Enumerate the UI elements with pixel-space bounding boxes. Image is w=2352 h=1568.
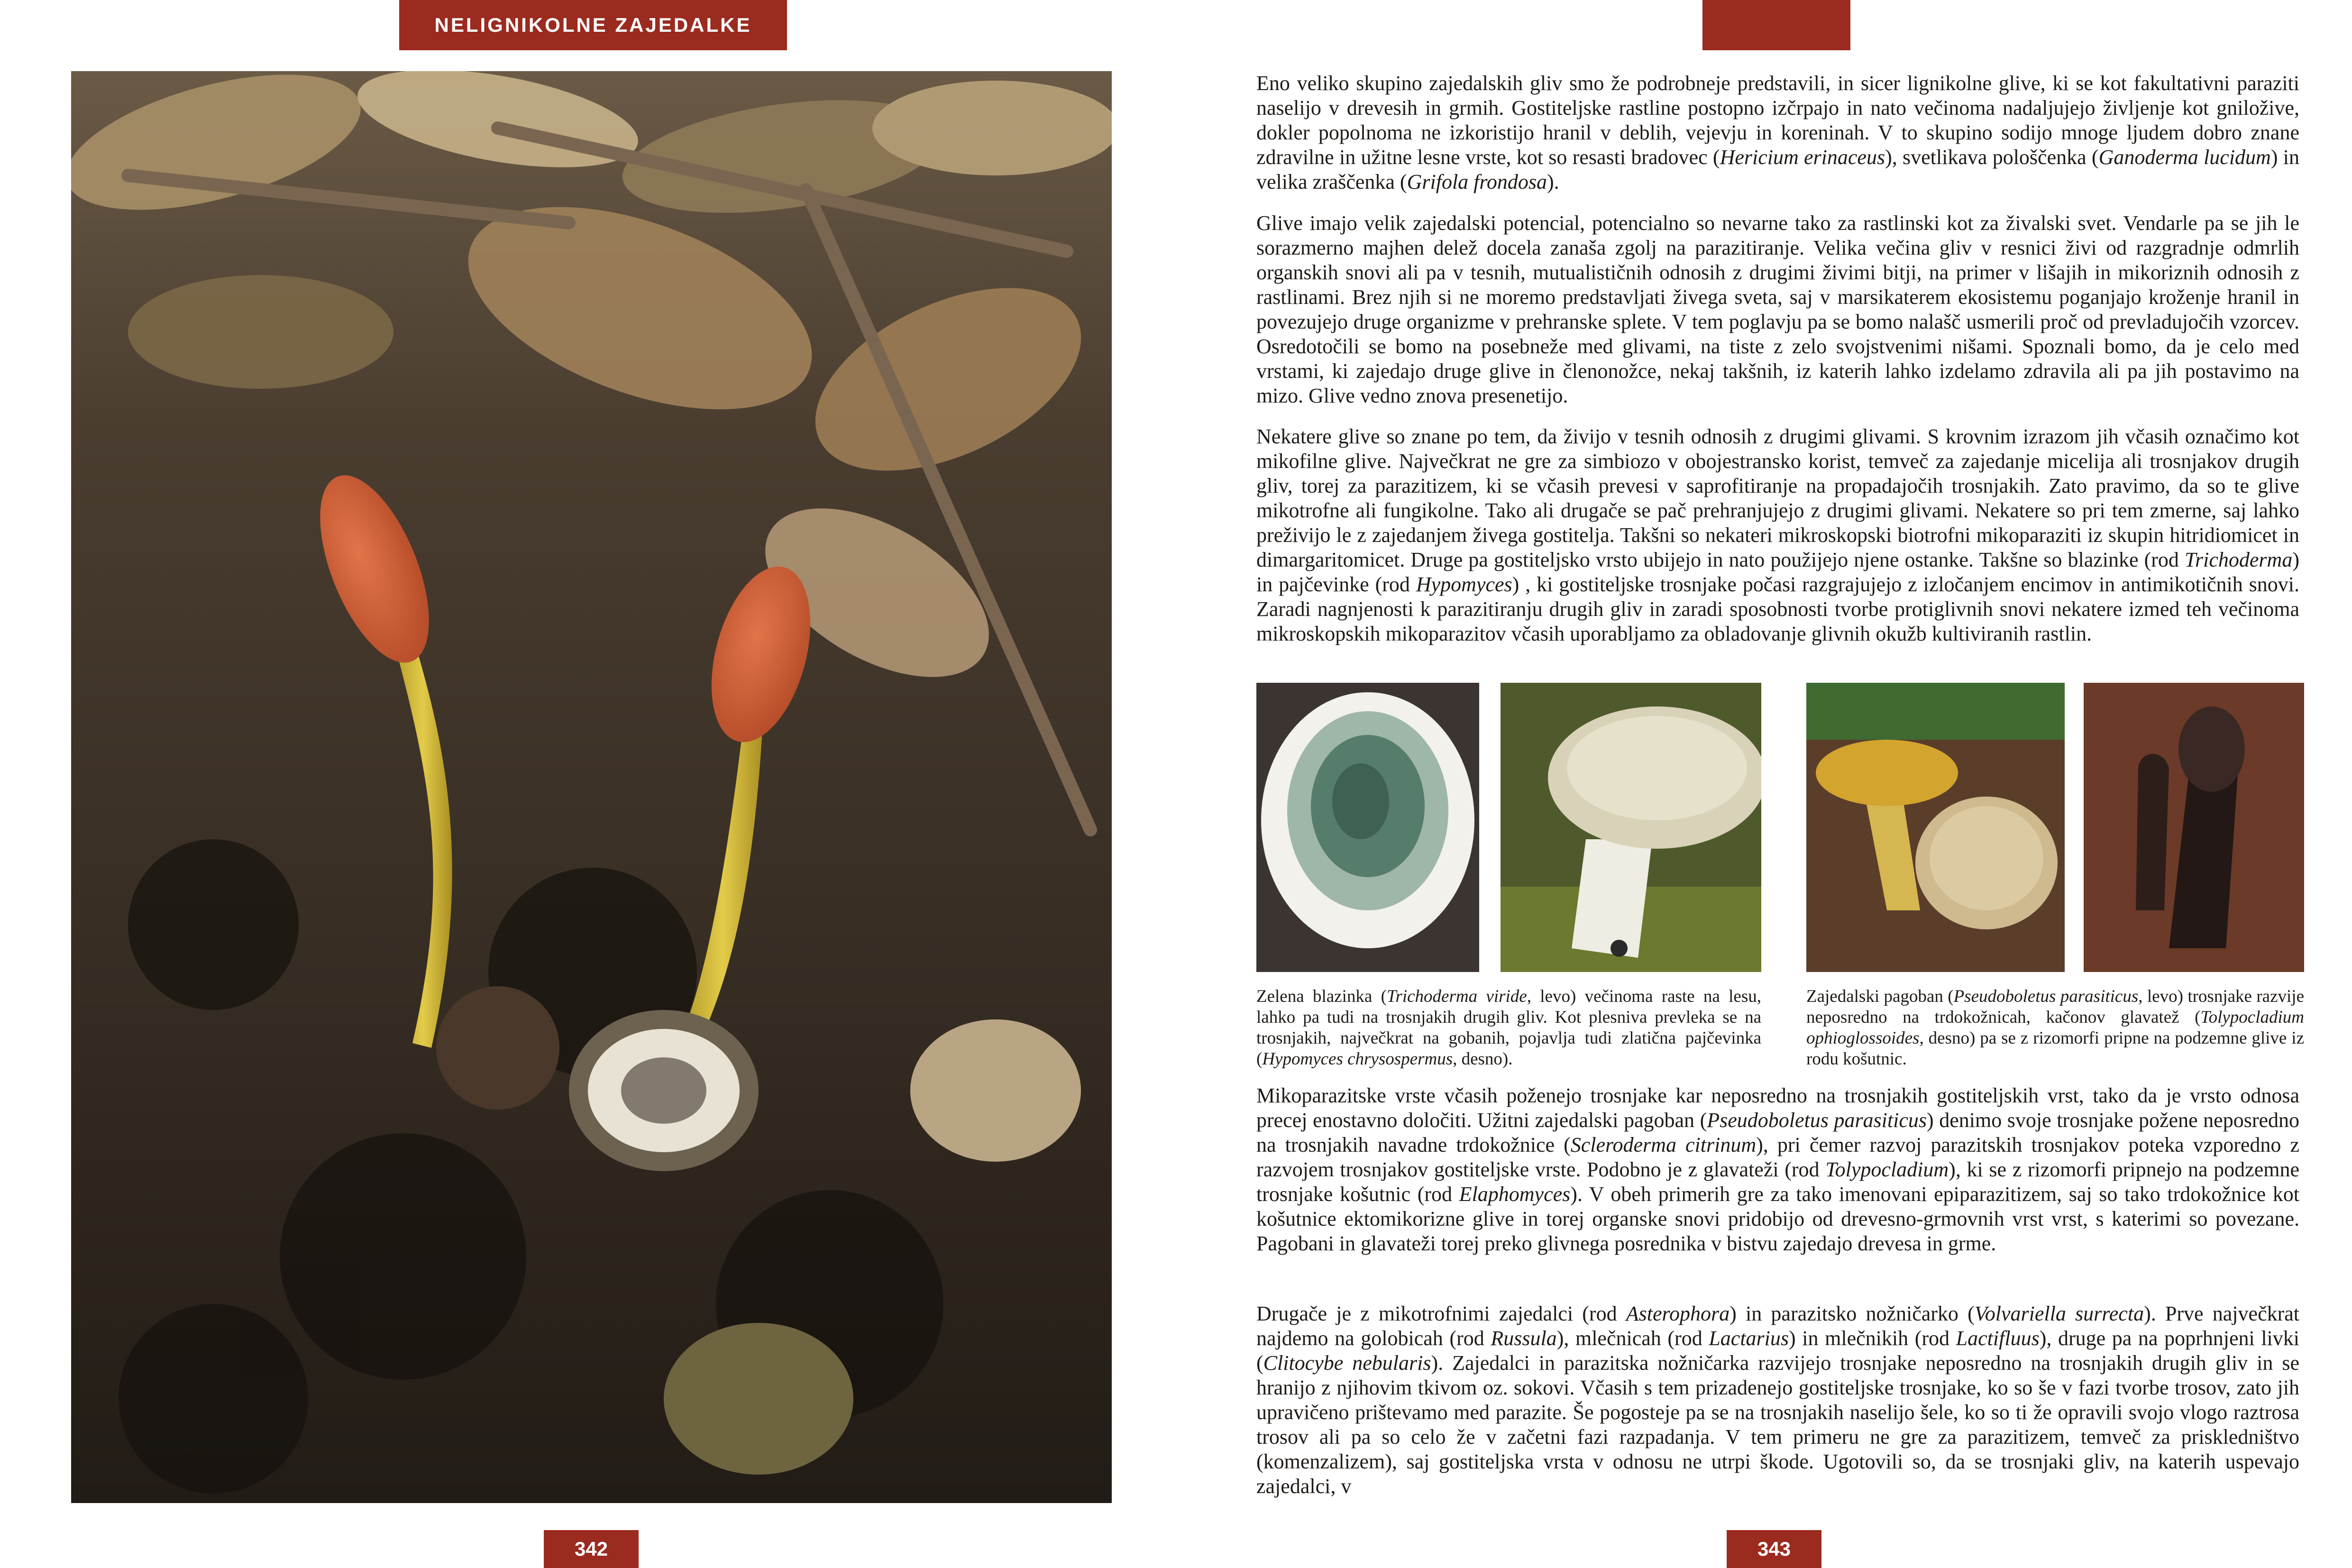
parasitic-bolete-photo (1806, 683, 2065, 972)
bolete-mushroom-photo (1501, 683, 1761, 972)
paragraph-1: Eno veliko skupino zajedalskih gliv smo že podrobneje predstavili, in sicer lignikolne glive, ki se kot fakultativni paraziti naselijo v drevesih in grmih. Gostiteljske rastline postopno izčrpajo in nato večinoma nadaljujejo življenje kot gniložive, dokler popolnoma ne izkoristijo hranil v deblih, vejevju in koreninah. V to skupino sodijo mnoge ljudem dobro znane zdravilne in užitne lesne vrste, kot so resasti bradovec (Hericium erinaceus), svetlikava pološčenka (Ganoderma lucidum) in velika zraščenka (Grifola frondosa). (1256, 72, 2299, 193)
green-mold-photo (1256, 683, 1479, 972)
page-number-right: 343 (1727, 1530, 1821, 1568)
paragraph-4: Mikoparazitske vrste včasih poženejo trosnjake kar neposredno na trosnjakih gostiteljskih vrst, tako da je vrsto odnosa precej enostavno določiti. Užitni zajedalski pagoban (Pseudoboletus parasiticus) denimo svoje trosnjake požene neposredno na trosnjakih navadne trdokožnice (Scleroderma citrinum), pri čemer razvoj parazitskih trosnjakov poteka vzporedno z razvojem trosnjakov gostiteljske vrste. Podobno je z glavateži (rod Tolypocladium), ki se z rizomorfi pripnejo na podzemne trosnjake košutnic (rod Elaphomyces). V obeh primerih gre za tako imenovani epiparazitizem, saj so tako trdokožnice kot košutnice ektomikorizne glive in torej organske snovi pridobijo od drevesno-grmovnih vrst vrst, s katerimi so povezane. Pagobani in glavateži torej preko glivnega posrednika v bistvu zajedajo drevesa in grme. (1256, 1084, 2300, 1255)
caption-right: Zajedalski pagoban (Pseudoboletus parasiticus, levo) trosnjake razvije neposredno na trdokožnicah, kačonov glavatež (Tolypocladium ophioglossoides, desno) pa se z rizomorfi pripne na podzemne glive iz rodu košutnic. (1806, 987, 2304, 1069)
caption-left: Zelena blazinka (Trichoderma viride, levo) večinoma raste na lesu, lahko pa tudi na trosnjakih drugih gliv. Kot plesniva prevleka se na trosnjakih, največkrat na gobanih, pojavlja tudi zlatična pajčevinka (Hypomyces chrysospermus, desno). (1256, 987, 1761, 1069)
page-number-left: 342 (544, 1530, 639, 1568)
paragraph-2: Glive imajo velik zajedalski potencial, potencialno so nevarne tako za rastlinski kot za živalski svet. Vendarle pa se jih le sorazmerno majhen delež docela zanaša zgolj na parazitiranje. Velika večina gliv v resnici živi od razgradnje odmrlih organskih snovi ali pa v tesnih, mutualističnih odnosih z drugimi živimi bitji, na primer v lišajih in mikoriznih odnosih z rastlinami. Brez njih si ne moremo predstavljati živega sveta, saj v marsikaterem ekosistemu poganjajo kroženje hranil in povezujejo druge organizme v prehranske splete. V tem poglavju pa se bomo nalašč usmerili proč od prevladujočih vzorcev. Osredotočili se bomo na posebneže med glivami, na tiste z zelo svojstvenimi nišami. Spoznali bomo, da je celo med vrstami, ki zajedajo druge glive in členonožce, nekaj takšnih, iz katerih lahko izdelamo zdravila ali pa jih postavimo na mizo. Glive vedno znova presenetijo. (1256, 211, 2299, 407)
cordyceps-fungi-photo (71, 71, 1112, 1503)
header-tab-right (1702, 0, 1850, 50)
paragraph-5: Drugače je z mikotrofnimi zajedalci (rod Asterophora) in parazitsko nožničarko (Volvariella surrecta). Prve največkrat najdemo na golobicah (rod Russula), mlečnicah (rod Lactarius) in mlečnikih (rod Lactifluus), druge pa na poprhnjeni livki (Clitocybe nebularis). Zajedalci in parazitska nožničarka razvijejo trosnjake neposredno na trosnjakih drugih gliv in se hranijo z njihovim tkivom oz. sokovi. Včasih s tem prizadenejo gostiteljske trosnjake, ko so še v fazi tvorbe trosov, zato jih upravičeno prištevamo med parazite. Še pogosteje pa se na trosnjakih naselijo šele, ko so ti že opravili svojo vlogo raztrosa trosov ali pa so celo že v začetni fazi razpadanja. V tem primeru ne gre za parazitizem, temveč za priskledništvo (komenzalizem), saj gostiteljska vrsta v odnosu ne utrpi škode. Ugotovili so, da se trosnjaki gliv, na katerih uspevajo zajedalci, v (1256, 1302, 2300, 1498)
paragraph-3: Nekatere glive so znane po tem, da živijo v tesnih odnosih z drugimi glivami. S krovnim izrazom jih včasih označimo kot mikofilne glive. Največkrat ne gre za simbiozo v obojestransko korist, temveč za zajedanje micelija ali trosnjakov drugih gliv, torej za parazitizem, ki se včasih prevesi v saprofitiranje na propadajočih trosnjakih. Zato pravimo, da so te glive mikotrofne ali fungikolne. Tako ali drugače se pač prehranjujejo z drugimi glivami. Nekatere so pri tem zmerne, saj lahko preživijo le z zajedanjem živega gostitelja. Takšni so nekateri mikroskopski biotrofni mikoparaziti iz skupin hitridiomicet in dimargaritomicet. Druge pa gostiteljsko vrsto ubijejo in nato použijejo njene ostanke. Takšne so blazinke (rod Trichoderma) in pajčevinke (rod Hypomyces) , ki gostiteljske trosnjake počasi razgrajujejo z izločanjem encimov in antimikotičnih snovi. Zaradi nagnjenosti k parazitiranju drugih gliv in zaradi sposobnosti tvorbe protiglivnih snovi nekatere izmed teh večinoma mikroskopskih mikoparazitov včasih uporabljamo za obladovanje glivnih okužb kultiviranih rastlin. (1256, 425, 2299, 645)
section-title: NELIGNIKOLNE ZAJEDALKE (399, 0, 787, 50)
dark-club-fungus-photo (2084, 683, 2304, 972)
